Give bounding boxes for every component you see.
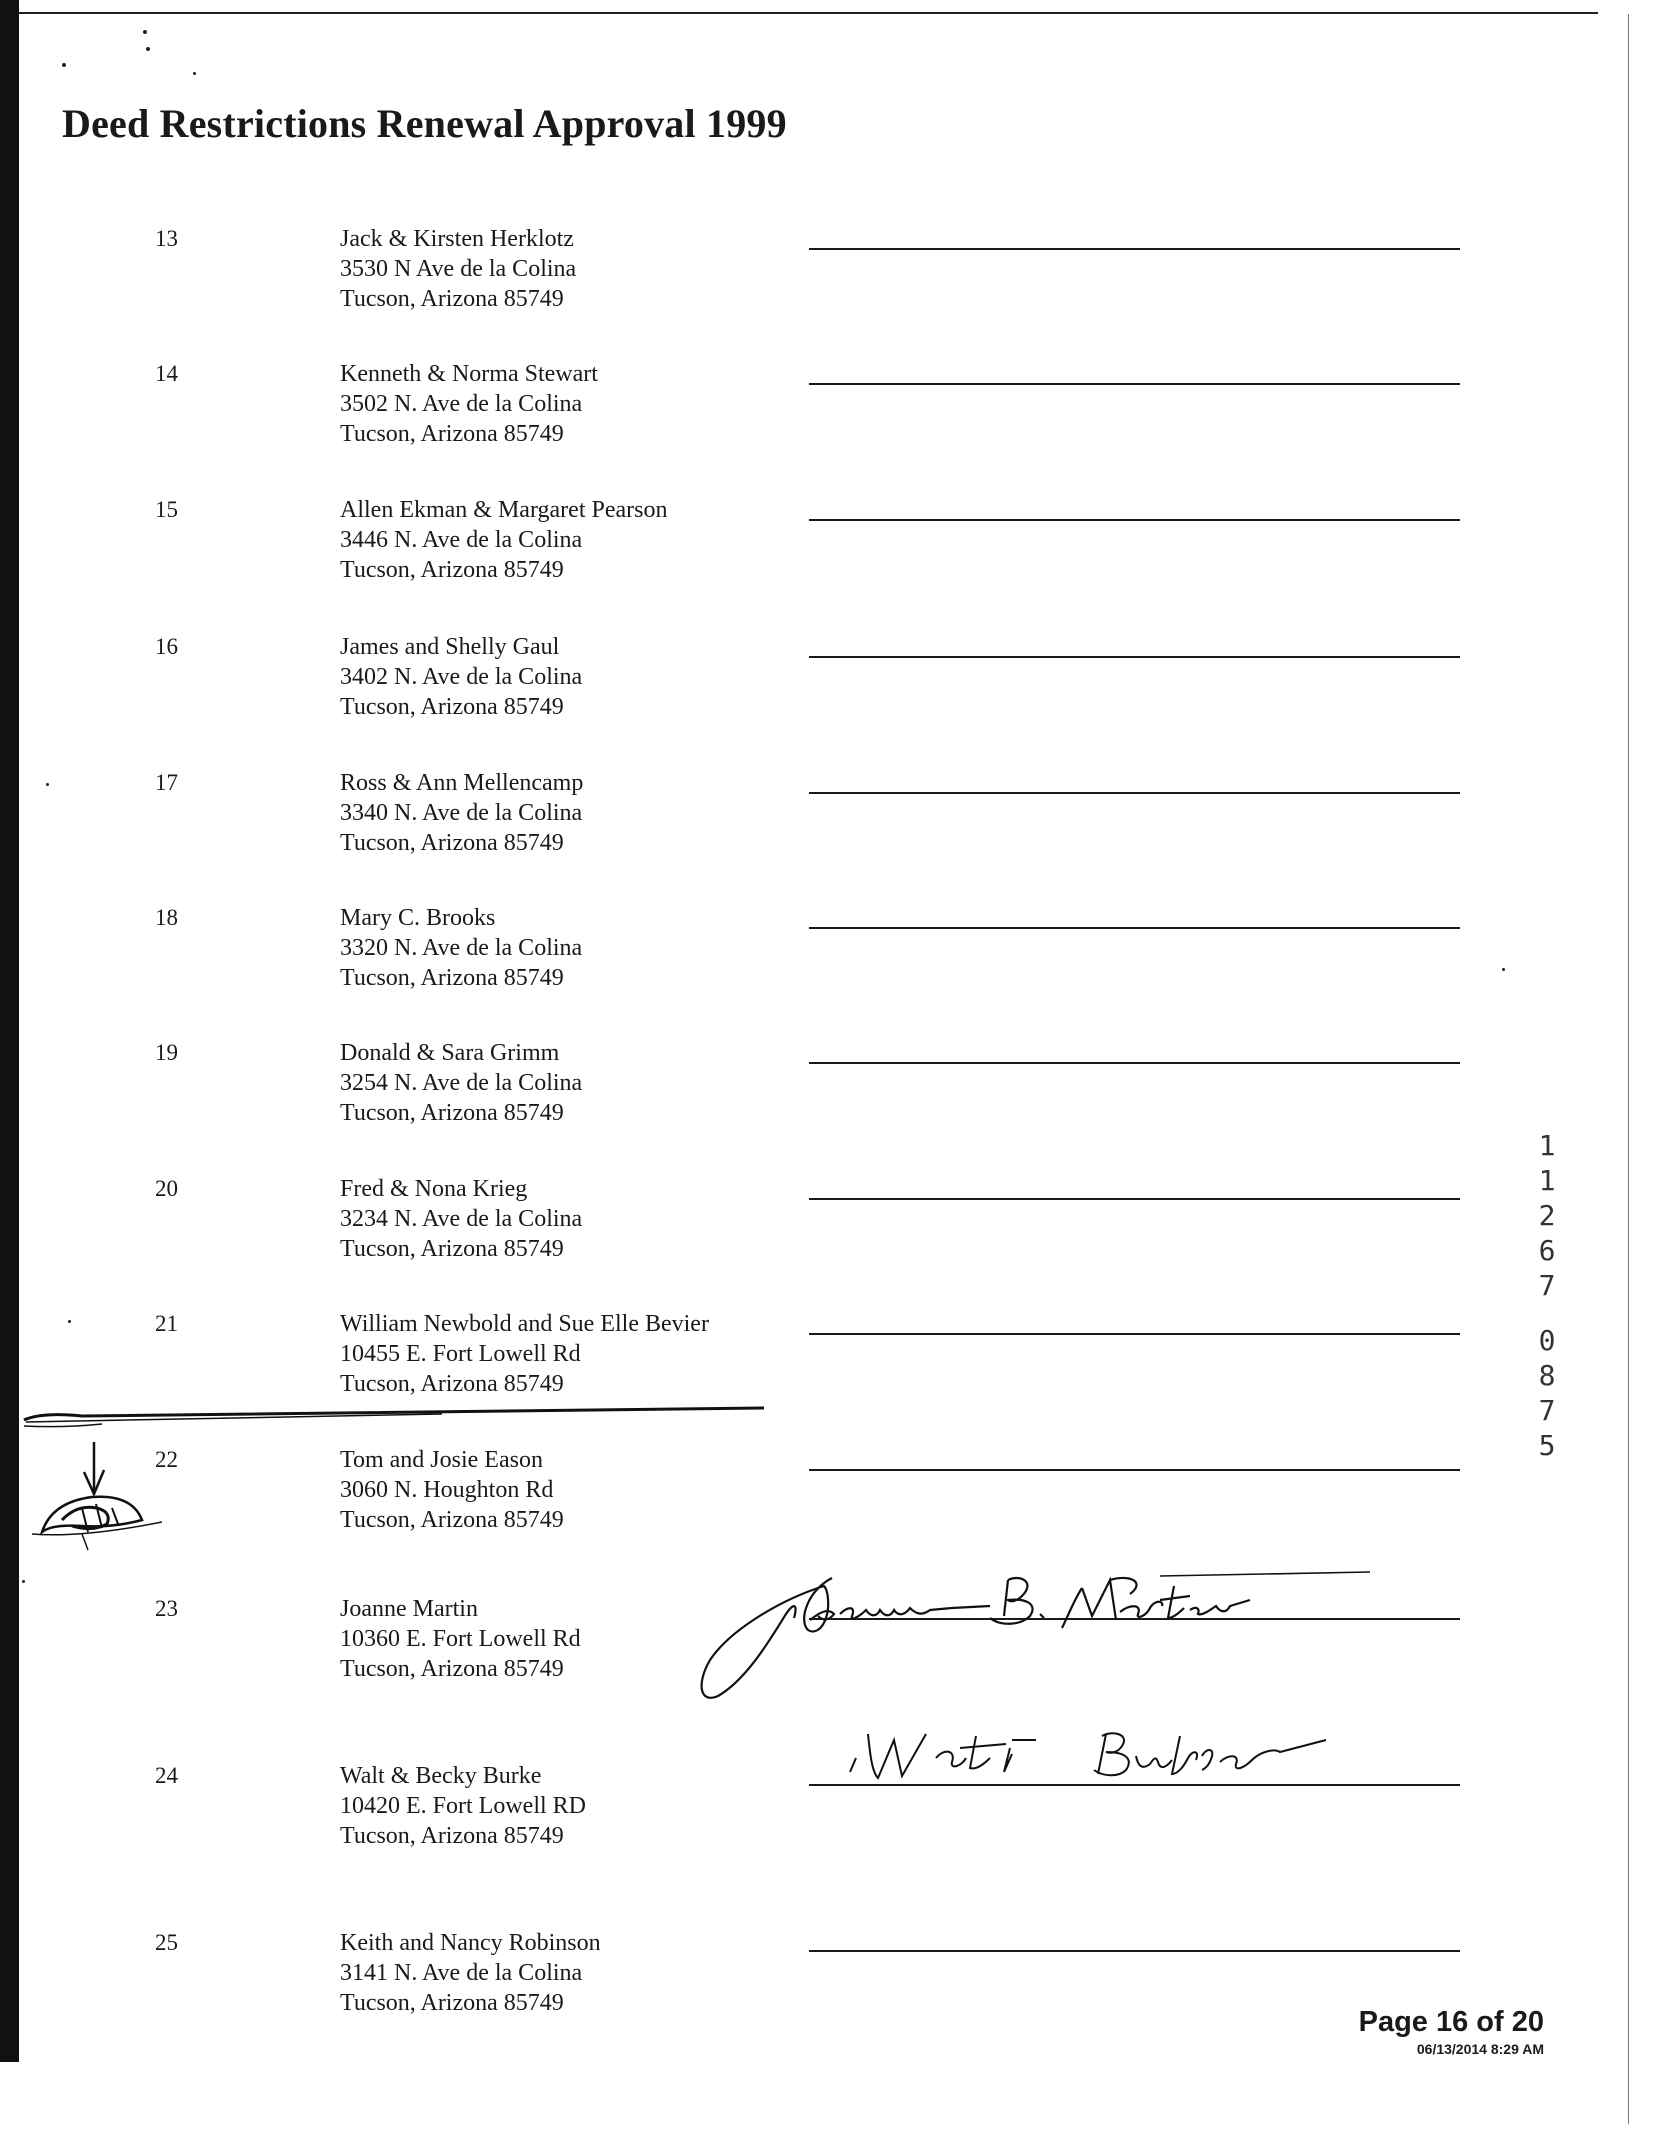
list-item <box>0 1174 1664 1294</box>
street-address: 3340 N. Ave de la Colina <box>340 800 583 826</box>
signature-line <box>809 1950 1460 1952</box>
owner-name: Kenneth & Norma Stewart <box>340 361 598 387</box>
owner-name: Joanne Martin <box>340 1596 478 1622</box>
owner-name: Keith and Nancy Robinson <box>340 1930 601 1956</box>
signature-line <box>809 383 1460 385</box>
signature-line <box>809 248 1460 250</box>
street-address: 10455 E. Fort Lowell Rd <box>340 1341 581 1367</box>
entry-number: 22 <box>155 1447 178 1472</box>
street-address: 10420 E. Fort Lowell RD <box>340 1793 586 1819</box>
street-address: 3254 N. Ave de la Colina <box>340 1070 583 1096</box>
list-item <box>0 359 1664 479</box>
entry-address <box>340 359 598 449</box>
entry-number: 21 <box>155 1311 178 1336</box>
signature-line <box>809 1469 1460 1471</box>
owner-name: James and Shelly Gaul <box>340 634 560 660</box>
signature-walt-burke <box>840 1718 1460 1798</box>
street-address: 3060 N. Houghton Rd <box>340 1477 554 1503</box>
signature-joanne-martin <box>690 1560 1390 1710</box>
entry-number: 19 <box>155 1040 178 1065</box>
street-address: 3234 N. Ave de la Colina <box>340 1206 583 1232</box>
page-number: Page 16 of 20 <box>1358 2006 1544 2038</box>
entry-address <box>340 632 582 722</box>
owner-name: Mary C. Brooks <box>340 905 496 931</box>
list-item <box>0 495 1664 615</box>
handwritten-arrow-mark <box>22 1442 162 1552</box>
entry-address <box>340 768 583 858</box>
entry-address <box>340 224 576 314</box>
entry-number: 24 <box>155 1763 178 1788</box>
street-address: 10360 E. Fort Lowell Rd <box>340 1626 581 1652</box>
city-state-zip: Tucson, Arizona 85749 <box>340 1990 564 2016</box>
recording-stamp-number: 1 1 2 6 7 0 8 7 5 <box>1538 1129 1556 1462</box>
list-item <box>0 768 1664 888</box>
city-state-zip: Tucson, Arizona 85749 <box>340 694 564 720</box>
owner-name: William Newbold and Sue Elle Bevier <box>340 1311 709 1337</box>
owner-name: Walt & Becky Burke <box>340 1763 542 1789</box>
signature-line <box>809 656 1460 658</box>
city-state-zip: Tucson, Arizona 85749 <box>340 965 564 991</box>
entry-address <box>340 1761 586 1851</box>
owner-name: Fred & Nona Krieg <box>340 1176 528 1202</box>
signature-line <box>809 1333 1460 1335</box>
street-address: 3446 N. Ave de la Colina <box>340 527 583 553</box>
entry-address <box>340 1594 581 1684</box>
scan-speck <box>143 30 147 34</box>
city-state-zip: Tucson, Arizona 85749 <box>340 830 564 856</box>
entry-address <box>340 903 582 993</box>
signature-line <box>809 792 1460 794</box>
signature-line <box>809 927 1460 929</box>
scan-speck <box>22 1580 25 1583</box>
entry-number: 18 <box>155 905 178 930</box>
city-state-zip: Tucson, Arizona 85749 <box>340 1656 564 1682</box>
signature-line <box>809 1198 1460 1200</box>
list-item <box>0 632 1664 752</box>
entry-number: 20 <box>155 1176 178 1201</box>
entry-number: 17 <box>155 770 178 795</box>
entry-address <box>340 1928 601 2018</box>
city-state-zip: Tucson, Arizona 85749 <box>340 286 564 312</box>
city-state-zip: Tucson, Arizona 85749 <box>340 1823 564 1849</box>
signature-line <box>809 519 1460 521</box>
print-timestamp: 06/13/2014 8:29 AM <box>1416 2041 1544 2057</box>
entry-address <box>340 495 667 585</box>
owner-name: Donald & Sara Grimm <box>340 1040 560 1066</box>
entry-number: 25 <box>155 1930 178 1955</box>
entry-address <box>340 1174 582 1264</box>
city-state-zip: Tucson, Arizona 85749 <box>340 1507 564 1533</box>
list-item <box>0 1445 1664 1565</box>
street-address: 3141 N. Ave de la Colina <box>340 1960 583 1986</box>
city-state-zip: Tucson, Arizona 85749 <box>340 1371 564 1397</box>
entry-address <box>340 1445 564 1535</box>
signature-line <box>809 1062 1460 1064</box>
street-address: 3402 N. Ave de la Colina <box>340 664 583 690</box>
entry-address <box>340 1309 709 1399</box>
entry-number: 15 <box>155 497 178 522</box>
list-item <box>0 1038 1664 1158</box>
city-state-zip: Tucson, Arizona 85749 <box>340 421 564 447</box>
list-item <box>0 224 1664 344</box>
handwritten-divider-line <box>22 1406 764 1442</box>
scan-top-edge <box>19 12 1598 14</box>
entry-address <box>340 1038 582 1128</box>
scan-speck <box>146 47 150 51</box>
entry-number: 14 <box>155 361 178 386</box>
scan-speck <box>193 72 196 75</box>
entry-number: 13 <box>155 226 178 251</box>
entry-number: 23 <box>155 1596 178 1621</box>
city-state-zip: Tucson, Arizona 85749 <box>340 1236 564 1262</box>
owner-name: Jack & Kirsten Herklotz <box>340 226 574 252</box>
street-address: 3502 N. Ave de la Colina <box>340 391 583 417</box>
list-item <box>0 903 1664 1023</box>
scan-speck <box>62 63 66 67</box>
city-state-zip: Tucson, Arizona 85749 <box>340 1100 564 1126</box>
entry-number: 16 <box>155 634 178 659</box>
city-state-zip: Tucson, Arizona 85749 <box>340 557 564 583</box>
owner-name: Tom and Josie Eason <box>340 1447 543 1473</box>
street-address: 3530 N Ave de la Colina <box>340 256 577 282</box>
street-address: 3320 N. Ave de la Colina <box>340 935 583 961</box>
owner-name: Ross & Ann Mellencamp <box>340 770 584 796</box>
owner-name: Allen Ekman & Margaret Pearson <box>340 497 668 523</box>
page-title: Deed Restrictions Renewal Approval 1999 <box>62 101 787 146</box>
